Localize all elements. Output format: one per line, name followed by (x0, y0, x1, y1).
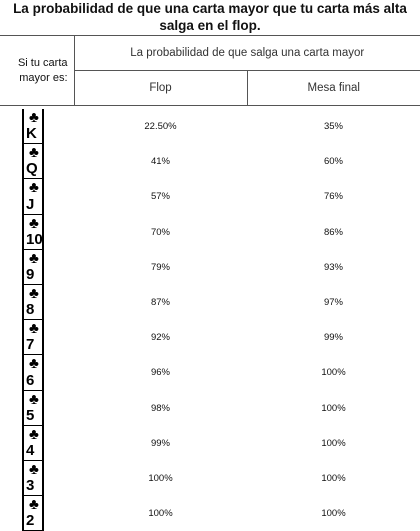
table-row (0, 250, 420, 285)
flop-value: 41% (150, 156, 170, 168)
flop-value: 98% (150, 402, 170, 414)
playing-card (22, 285, 44, 320)
club-icon: ♣ (29, 355, 39, 373)
club-icon: ♣ (29, 460, 39, 478)
card-rank: 10 (26, 230, 43, 248)
flop-value: 70% (150, 226, 170, 238)
card-rank: K (26, 125, 37, 143)
club-icon: ♣ (29, 214, 39, 232)
card-cell (0, 144, 74, 179)
club-icon: ♣ (29, 390, 39, 408)
club-icon: ♣ (29, 144, 39, 162)
card-rank: J (26, 195, 35, 213)
table-row (0, 391, 420, 426)
playing-card (22, 144, 44, 179)
table-row (0, 496, 420, 531)
club-icon: ♣ (29, 249, 39, 267)
probability-table (0, 35, 420, 531)
flop-value: 57% (150, 191, 170, 203)
playing-card (22, 496, 44, 531)
final-value: 100% (321, 402, 346, 414)
card-cell (0, 285, 74, 320)
card-rank: 7 (26, 336, 35, 354)
table-row (0, 144, 420, 179)
card-cell (0, 179, 74, 214)
flop-value: 96% (150, 367, 170, 379)
final-value: 35% (323, 121, 343, 133)
playing-card (22, 215, 44, 250)
table-row (0, 285, 420, 320)
final-value: 100% (321, 508, 346, 520)
flop-value: 99% (150, 437, 170, 449)
club-icon: ♣ (29, 179, 39, 197)
final-value: 97% (323, 297, 343, 309)
playing-card (22, 355, 44, 390)
club-icon: ♣ (29, 109, 39, 126)
playing-card (22, 320, 44, 355)
table-row (0, 320, 420, 355)
table-row (0, 109, 420, 144)
card-rank: 2 (26, 512, 35, 530)
table-row (0, 215, 420, 250)
card-rank: 5 (26, 406, 35, 424)
card-rank: 6 (26, 371, 35, 389)
table-body (0, 109, 420, 531)
column-header-final: Mesa final (247, 71, 420, 106)
final-value: 100% (321, 367, 346, 379)
club-icon: ♣ (29, 425, 39, 443)
final-value: 60% (323, 156, 343, 168)
group-header: La probabilidad de que salga una carta mayor (74, 36, 420, 71)
flop-value: 100% (148, 508, 173, 520)
left-header: Si tu carta mayor es: (0, 36, 74, 106)
flop-value: 87% (150, 297, 170, 309)
card-cell (0, 250, 74, 285)
playing-card (22, 461, 44, 496)
card-cell (0, 320, 74, 355)
final-value: 100% (321, 472, 346, 484)
column-header-flop: Flop (74, 71, 247, 106)
card-cell (0, 215, 74, 250)
club-icon: ♣ (29, 284, 39, 302)
club-icon: ♣ (29, 320, 39, 338)
final-value: 93% (323, 261, 343, 273)
flop-value: 79% (150, 261, 170, 273)
flop-value: 92% (150, 332, 170, 344)
final-value: 100% (321, 437, 346, 449)
playing-card (22, 426, 44, 461)
card-cell (0, 355, 74, 390)
card-rank: 8 (26, 301, 35, 319)
card-cell (0, 496, 74, 531)
playing-card (22, 250, 44, 285)
final-value: 99% (323, 332, 343, 344)
card-cell (0, 461, 74, 496)
playing-card (22, 109, 44, 144)
flop-value: 100% (148, 472, 173, 484)
table-row (0, 179, 420, 214)
card-cell (0, 426, 74, 461)
flop-value: 22.50% (144, 121, 177, 133)
card-rank: Q (26, 160, 38, 178)
card-rank: 4 (26, 441, 35, 459)
page-title: La probabilidad de que una carta mayor que tu carta más alta salga en el flop. (13, 1, 407, 33)
table-row (0, 461, 420, 496)
table-row (0, 426, 420, 461)
card-rank: 3 (26, 477, 35, 495)
club-icon: ♣ (29, 496, 39, 514)
playing-card (22, 391, 44, 426)
card-cell (0, 391, 74, 426)
final-value: 76% (323, 191, 343, 203)
playing-card (22, 179, 44, 214)
final-value: 86% (323, 226, 343, 238)
card-rank: 9 (26, 265, 35, 283)
card-cell (0, 109, 74, 144)
table-row (0, 355, 420, 390)
